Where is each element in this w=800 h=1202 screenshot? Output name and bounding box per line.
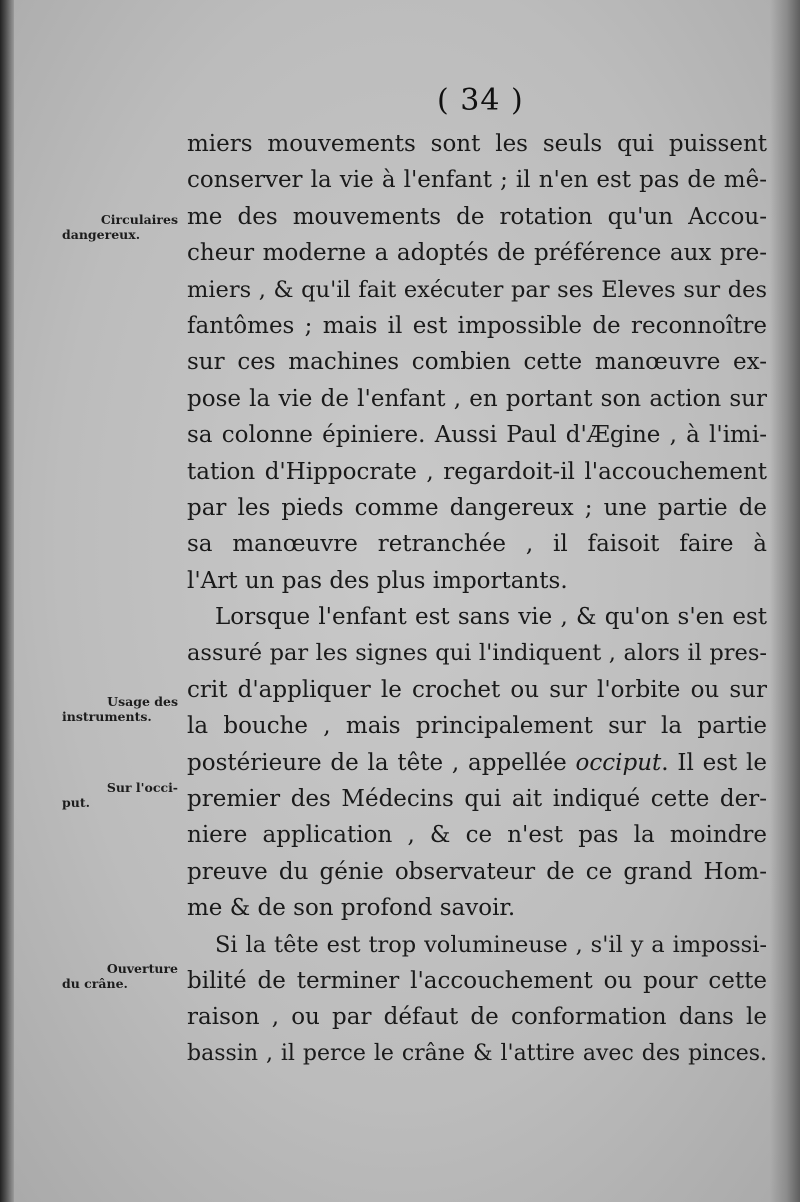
text-line: postérieure de la tête , appellée occiput. Il est le [187,749,768,776]
text-line: Si la tête est trop volumineuse , s'il y a impossi- [215,931,767,958]
margin-note-circulaires [62,212,178,242]
text-line: sa manœuvre retranchée , il faisoit faire à [187,531,767,558]
text-line: tation d'Hippocrate , regardoit-il l'accouchement [187,458,767,485]
text-line: assuré par les signes qui l'indiquent , alors il pres- [187,640,767,667]
text-line: cheur moderne a adoptés de préférence aux pre- [187,240,767,267]
text-line: raison , ou par défaut de conformation dans le [187,1004,767,1031]
text-line: miers mouvements sont les seuls qui puissent [187,131,767,157]
margin-note-line: Sur l'occi- [106,780,178,795]
margin-note-line: instruments. [62,709,152,724]
text-line: sa colonne épiniere. Aussi Paul d'Ægine , à l'imi- [187,422,767,449]
margin-note-line: Ouverture [106,961,178,976]
margin-note-line: put. [62,795,90,810]
text-line: crit d'appliquer le crochet ou sur l'orbite ou sur [187,676,767,703]
text-line: conserver la vie à l'enfant ; il n'en est pas de mê- [187,167,767,194]
margin-note-usage [62,694,178,724]
margin-note-occiput [62,780,178,810]
margin-note-line: dangereux. [62,227,141,242]
margin-note-line: du crâne. [62,976,128,991]
text-line: la bouche , mais principalement sur la partie [187,713,767,740]
text-line: par les pieds comme dangereux ; une partie de [187,494,767,521]
text-line: premier des Médecins qui ait indiqué cette der- [187,786,767,813]
text-line: me & de son profond savoir. [187,895,516,922]
page-gutter-shadow [0,0,14,1202]
text-line: l'Art un pas des plus importants. [187,567,568,594]
page-edge-shadow [770,0,800,1202]
text-line: sur ces machines combien cette manœuvre ex- [187,349,767,376]
italic-term: occiput [575,749,662,776]
margin-note-line: Usage des [107,694,178,709]
text-line: miers , & qu'il fait exécuter par ses Eleves sur des [187,276,767,303]
margin-note-line: Circulaires [100,212,178,227]
text-line: bilité de terminer l'accouchement ou pour cette [187,967,767,994]
text-line: fantômes ; mais il est impossible de reconnoître [187,312,767,339]
text-line: preuve du génie observateur de ce grand Hom- [187,858,767,885]
text-line: Lorsque l'enfant est sans vie , & qu'on s'en est [215,604,767,631]
page-number: ( 34 ) [437,83,524,118]
text-line: bassin , il perce le crâne & l'attire avec des pinces. [187,1040,767,1066]
margin-note-ouverture [62,961,178,991]
text-line: niere application , & ce n'est pas la moindre [187,822,767,849]
text-line: pose la vie de l'enfant , en portant son action sur [187,385,767,412]
text-line: me des mouvements de rotation qu'un Accou- [187,203,767,230]
body-text [187,126,767,1072]
